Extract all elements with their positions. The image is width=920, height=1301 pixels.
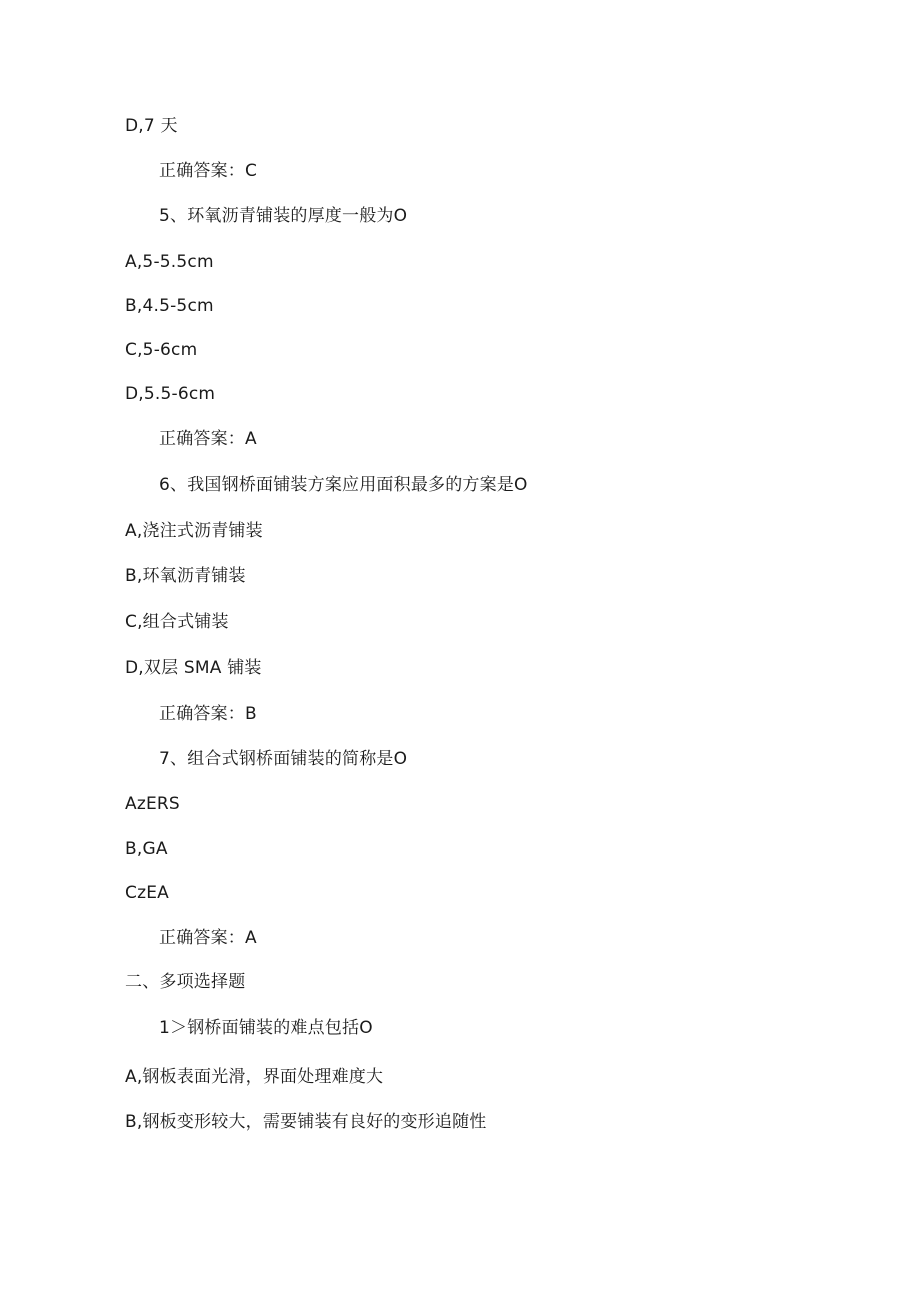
option-a-multi-1: A,钢板表面光滑，界面处理难度大	[125, 1067, 384, 1087]
question-5: 5、环氧沥青铺装的厚度一般为O	[159, 206, 408, 226]
answer-q7: 正确答案：A	[159, 928, 257, 948]
option-d-q4: D,7 天	[125, 116, 178, 136]
question-multi-1: 1＞钢桥面铺装的难点包括O	[159, 1018, 373, 1038]
answer-q6: 正确答案：B	[159, 704, 257, 724]
option-c-q7: CzEA	[125, 883, 169, 903]
option-c-q5: C,5-6cm	[125, 340, 198, 360]
option-b-q6: B,环氧沥青铺装	[125, 566, 246, 586]
answer-q5: 正确答案：A	[159, 429, 257, 449]
option-d-q6: D,双层 SMA 铺装	[125, 658, 262, 678]
option-a-q5: A,5-5.5cm	[125, 252, 214, 272]
option-a-q7: AzERS	[125, 794, 180, 814]
answer-q4: 正确答案：C	[159, 161, 258, 181]
section-heading-multiple-choice: 二、多项选择题	[125, 972, 246, 992]
question-7: 7、组合式钢桥面铺装的简称是O	[159, 749, 408, 769]
option-a-q6: A,浇注式沥青铺装	[125, 521, 263, 541]
option-b-q5: B,4.5-5cm	[125, 296, 214, 316]
question-6: 6、我国钢桥面铺装方案应用面积最多的方案是O	[159, 475, 528, 495]
option-c-q6: C,组合式铺装	[125, 612, 229, 632]
option-b-multi-1: B,钢板变形较大，需要铺装有良好的变形追随性	[125, 1112, 487, 1132]
option-d-q5: D,5.5-6cm	[125, 384, 216, 404]
option-b-q7: B,GA	[125, 839, 168, 859]
